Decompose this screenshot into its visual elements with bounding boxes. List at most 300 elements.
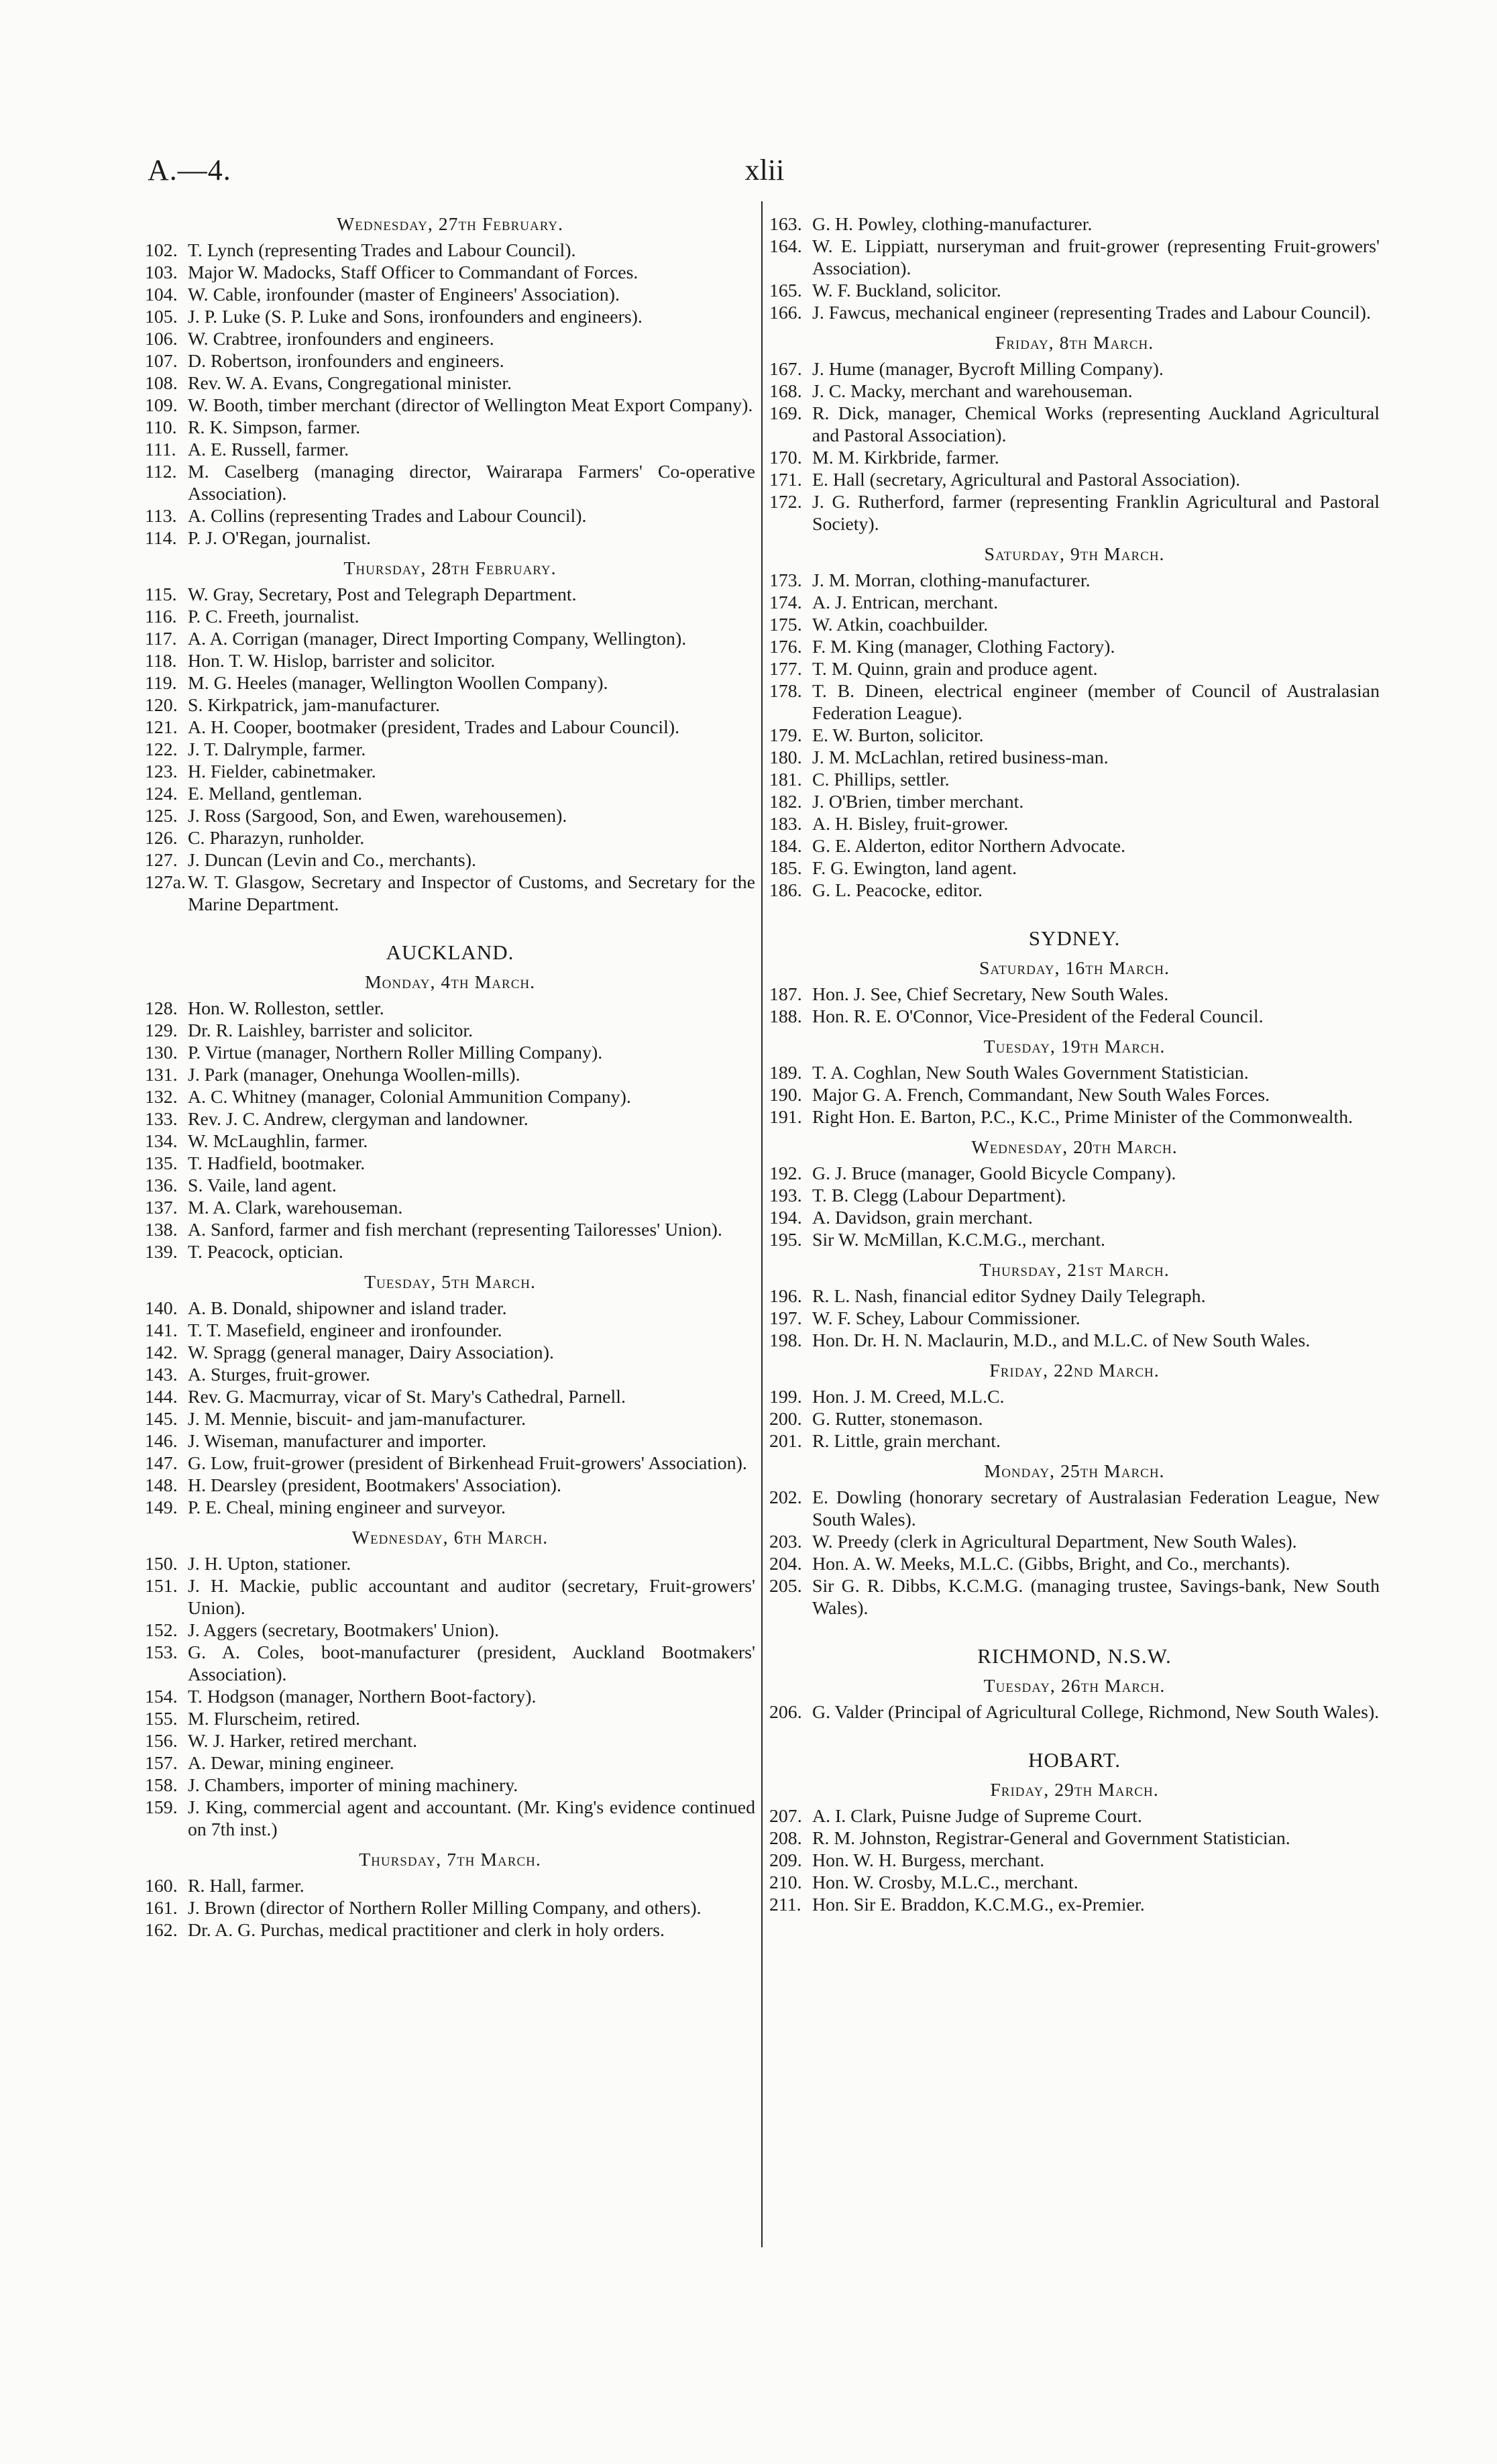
witness-entry bbox=[769, 1207, 1380, 1229]
entry-text: G. Rutter, stonemason. bbox=[812, 1409, 983, 1430]
witness-entry bbox=[769, 592, 1380, 614]
entry-text: A. Collins (representing Trades and Labour Council). bbox=[188, 506, 587, 527]
entry-text: G. J. Bruce (manager, Goold Bicycle Company). bbox=[812, 1163, 1176, 1184]
witness-entry bbox=[145, 1108, 755, 1130]
entry-text: J. M. McLachlan, retired business-man. bbox=[812, 747, 1109, 768]
entry-number: 176. bbox=[769, 637, 802, 657]
entry-number: 174. bbox=[769, 592, 802, 613]
entry-text: W. Crabtree, ironfounders and engineers. bbox=[188, 329, 494, 350]
entry-number: 186. bbox=[769, 880, 802, 901]
witness-entry bbox=[145, 628, 755, 650]
witness-entry bbox=[145, 1797, 755, 1841]
entry-text: Hon. R. E. O'Connor, Vice-President of the Federal Council. bbox=[812, 1006, 1264, 1027]
witness-entry bbox=[769, 1827, 1380, 1850]
entry-text: T. Lynch (representing Trades and Labour Council). bbox=[188, 240, 576, 261]
witness-entry bbox=[145, 1919, 755, 1941]
witness-entry bbox=[769, 1229, 1380, 1251]
entry-text: J. H. Mackie, public accountant and auditor (secretary, Fruit-growers' Union). bbox=[188, 1576, 755, 1619]
entry-number: 158. bbox=[145, 1775, 178, 1796]
witness-entry bbox=[145, 805, 755, 827]
witness-entry bbox=[145, 739, 755, 761]
session-date-heading: Saturday, 9th March. bbox=[984, 544, 1165, 565]
witness-entry bbox=[769, 1531, 1380, 1553]
entry-text: G. E. Alderton, editor Northern Advocate. bbox=[812, 836, 1126, 857]
entry-number: 139. bbox=[145, 1242, 178, 1263]
witness-entry bbox=[145, 417, 755, 439]
entry-text: J. Brown (director of Northern Roller Milling Company, and others). bbox=[188, 1898, 702, 1919]
witness-entry bbox=[145, 1042, 755, 1064]
right-column bbox=[769, 213, 1380, 1916]
entry-number: 124. bbox=[145, 784, 178, 804]
entry-text: Dr. A. G. Purchas, medical practitioner and clerk in holy orders. bbox=[188, 1920, 665, 1941]
session-date-heading: Thursday, 7th March. bbox=[359, 1850, 541, 1870]
witness-entry bbox=[769, 1430, 1380, 1452]
entry-number: 127. bbox=[145, 850, 178, 871]
witness-entry bbox=[145, 394, 755, 417]
witness-entry bbox=[769, 835, 1380, 857]
entry-text: W. Gray, Secretary, Post and Telegraph Department. bbox=[188, 584, 577, 605]
entry-number: 189. bbox=[769, 1063, 802, 1083]
entry-text: G. Low, fruit-grower (president of Birkenhead Fruit-growers' Association). bbox=[188, 1453, 747, 1474]
witness-entry bbox=[769, 570, 1380, 592]
entry-text: T. T. Masefield, engineer and ironfounder. bbox=[188, 1320, 502, 1341]
entry-text: T. B. Clegg (Labour Department). bbox=[812, 1185, 1066, 1206]
entry-number: 180. bbox=[769, 747, 802, 768]
witness-entry bbox=[145, 1897, 755, 1919]
entry-number: 163. bbox=[769, 214, 802, 235]
witness-entry bbox=[145, 1197, 755, 1219]
witness-entry bbox=[145, 1619, 755, 1642]
session-date-heading: Monday, 4th March. bbox=[364, 972, 536, 993]
witness-entry bbox=[145, 606, 755, 628]
witness-entry bbox=[145, 1130, 755, 1153]
entry-number: 127a. bbox=[145, 872, 186, 893]
entry-text: Hon. W. Crosby, M.L.C., merchant. bbox=[812, 1872, 1078, 1893]
witness-entry bbox=[769, 1553, 1380, 1575]
witness-entry bbox=[145, 1064, 755, 1086]
entry-text: R. K. Simpson, farmer. bbox=[188, 417, 361, 438]
entry-text: J. O'Brien, timber merchant. bbox=[812, 792, 1024, 812]
witness-entry bbox=[145, 998, 755, 1020]
witness-entry bbox=[769, 879, 1380, 902]
entry-number: 195. bbox=[769, 1230, 802, 1250]
entry-text: Hon. W. Rolleston, settler. bbox=[188, 998, 384, 1019]
entry-text: T. Peacock, optician. bbox=[188, 1242, 343, 1263]
page-number: xlii bbox=[744, 154, 785, 186]
entry-number: 135. bbox=[145, 1153, 178, 1174]
entry-text: H. Dearsley (president, Bootmakers' Association). bbox=[188, 1475, 561, 1496]
entry-text: F. G. Ewington, land agent. bbox=[812, 858, 1017, 879]
witness-entry bbox=[769, 1872, 1380, 1894]
entry-text: A. C. Whitney (manager, Colonial Ammunition Company). bbox=[188, 1087, 631, 1108]
entry-number: 134. bbox=[145, 1131, 178, 1152]
witness-entry bbox=[769, 1701, 1380, 1723]
entry-number: 150. bbox=[145, 1554, 178, 1574]
witness-entry bbox=[769, 791, 1380, 813]
witness-entry bbox=[145, 1320, 755, 1342]
entry-number: 157. bbox=[145, 1753, 178, 1774]
witness-entry bbox=[145, 350, 755, 372]
entry-number: 204. bbox=[769, 1554, 802, 1574]
witness-entry bbox=[145, 439, 755, 461]
session-date-heading: Tuesday, 5th March. bbox=[364, 1272, 536, 1293]
session-date-heading: Monday, 25th March. bbox=[984, 1461, 1165, 1482]
witness-entry bbox=[769, 447, 1380, 469]
entry-text: Hon. J. See, Chief Secretary, New South Wales. bbox=[812, 984, 1169, 1005]
session-date-heading: Wednesday, 6th March. bbox=[351, 1528, 549, 1548]
witness-entry bbox=[769, 1330, 1380, 1352]
witness-entry bbox=[145, 306, 755, 328]
witness-entry bbox=[145, 1475, 755, 1497]
entry-text: Rev. J. C. Andrew, clergyman and landowner. bbox=[188, 1109, 529, 1130]
entry-text: P. E. Cheal, mining engineer and surveyor. bbox=[188, 1497, 506, 1518]
entry-number: 187. bbox=[769, 984, 802, 1005]
entry-number: 184. bbox=[769, 836, 802, 857]
entry-number: 132. bbox=[145, 1087, 178, 1108]
witness-entry bbox=[145, 1452, 755, 1475]
entry-text: E. Hall (secretary, Agricultural and Pastoral Association). bbox=[812, 470, 1241, 490]
entry-number: 196. bbox=[769, 1286, 802, 1307]
witness-entry bbox=[145, 239, 755, 262]
entry-number: 123. bbox=[145, 761, 178, 782]
entry-text: R. Little, grain merchant. bbox=[812, 1431, 1001, 1452]
entry-text: W. Atkin, coachbuilder. bbox=[812, 614, 989, 635]
entry-number: 192. bbox=[769, 1163, 802, 1184]
entry-text: J. King, commercial agent and accountant. (Mr. King's evidence continued on 7th inst.) bbox=[188, 1797, 755, 1840]
entry-text: W. F. Schey, Labour Commissioner. bbox=[812, 1308, 1080, 1329]
witness-entry bbox=[145, 1241, 755, 1263]
entry-number: 129. bbox=[145, 1020, 178, 1041]
witness-entry bbox=[145, 372, 755, 394]
session-date-heading: Friday, 29th March. bbox=[990, 1780, 1159, 1801]
entry-number: 108. bbox=[145, 373, 178, 394]
entry-text: J. T. Dalrymple, farmer. bbox=[188, 739, 366, 760]
entry-text: J. P. Luke (S. P. Luke and Sons, ironfounders and engineers). bbox=[188, 307, 643, 327]
entry-text: J. Park (manager, Onehunga Woollen-mills). bbox=[188, 1065, 520, 1085]
entry-number: 154. bbox=[145, 1686, 178, 1707]
witness-entry bbox=[769, 1894, 1380, 1916]
witness-entry bbox=[145, 716, 755, 739]
entry-text: J. M. Mennie, biscuit- and jam-manufacturer. bbox=[188, 1409, 526, 1430]
entry-text: W. E. Lippiatt, nurseryman and fruit-grower (representing Fruit-growers' Association). bbox=[812, 236, 1380, 279]
entry-text: T. Hodgson (manager, Northern Boot-factory). bbox=[188, 1686, 537, 1707]
witness-entry bbox=[145, 1497, 755, 1519]
entry-number: 172. bbox=[769, 492, 802, 513]
entry-text: Hon. Sir E. Braddon, K.C.M.G., ex-Premier. bbox=[812, 1894, 1145, 1915]
entry-text: Hon. A. W. Meeks, M.L.C. (Gibbs, Bright, and Co., merchants). bbox=[812, 1554, 1290, 1574]
entry-text: M. A. Clark, warehouseman. bbox=[188, 1197, 403, 1218]
witness-entry bbox=[145, 262, 755, 284]
entry-number: 122. bbox=[145, 739, 178, 760]
entry-number: 191. bbox=[769, 1107, 802, 1128]
entry-number: 128. bbox=[145, 998, 178, 1019]
witness-entry bbox=[145, 1219, 755, 1241]
entry-text: J. Chambers, importer of mining machinery. bbox=[188, 1775, 518, 1796]
entry-text: Hon. Dr. H. N. Maclaurin, M.D., and M.L.C. of New South Wales. bbox=[812, 1330, 1311, 1351]
entry-number: 181. bbox=[769, 769, 802, 790]
entry-text: A. A. Corrigan (manager, Direct Importing Company, Wellington). bbox=[188, 629, 687, 649]
entry-number: 103. bbox=[145, 262, 178, 283]
witness-entry bbox=[145, 871, 755, 916]
entry-number: 144. bbox=[145, 1387, 178, 1407]
session-date-heading: Thursday, 21st March. bbox=[979, 1260, 1170, 1281]
entry-number: 155. bbox=[145, 1709, 178, 1729]
witness-entry bbox=[769, 1163, 1380, 1185]
witness-entry bbox=[145, 650, 755, 672]
city-heading: AUCKLAND. bbox=[386, 941, 514, 964]
witness-entry bbox=[145, 672, 755, 694]
entry-number: 206. bbox=[769, 1702, 802, 1723]
entry-number: 161. bbox=[145, 1898, 178, 1919]
entry-number: 198. bbox=[769, 1330, 802, 1351]
entry-number: 209. bbox=[769, 1850, 802, 1871]
entry-text: A. H. Bisley, fruit-grower. bbox=[812, 814, 1009, 835]
witness-entry bbox=[145, 1686, 755, 1708]
witness-entry bbox=[769, 1062, 1380, 1084]
entry-text: Hon. W. H. Burgess, merchant. bbox=[812, 1850, 1045, 1871]
witness-entry bbox=[145, 1774, 755, 1797]
entry-text: Sir G. R. Dibbs, K.C.M.G. (managing trustee, Savings-bank, New South Wales). bbox=[812, 1576, 1380, 1619]
document-code: A.—4. bbox=[148, 154, 231, 186]
entry-number: 168. bbox=[769, 381, 802, 402]
entry-text: W. Cable, ironfounder (master of Engineers' Association). bbox=[188, 284, 620, 305]
witness-entry bbox=[145, 849, 755, 871]
session-date-heading: Friday, 22nd March. bbox=[989, 1360, 1160, 1381]
entry-text: J. Duncan (Levin and Co., merchants). bbox=[188, 850, 476, 871]
session-date-heading: Wednesday, 27th February. bbox=[337, 214, 563, 235]
entry-number: 114. bbox=[145, 528, 177, 549]
entry-number: 200. bbox=[769, 1409, 802, 1430]
witness-entry bbox=[769, 636, 1380, 658]
entry-number: 112. bbox=[145, 462, 177, 482]
entry-number: 125. bbox=[145, 806, 178, 826]
witness-entry bbox=[145, 1708, 755, 1730]
entry-number: 142. bbox=[145, 1342, 178, 1363]
witness-entry bbox=[145, 1553, 755, 1575]
entry-number: 113. bbox=[145, 506, 177, 527]
witness-entry bbox=[769, 1285, 1380, 1307]
witness-entry bbox=[145, 1642, 755, 1686]
entry-text: W. Spragg (general manager, Dairy Association). bbox=[188, 1342, 554, 1363]
witness-entry bbox=[145, 1408, 755, 1430]
entry-text: R. Dick, manager, Chemical Works (representing Auckland Agricultural and Pastoral Association). bbox=[812, 403, 1380, 446]
witness-entry bbox=[769, 213, 1380, 235]
entry-number: 173. bbox=[769, 570, 802, 591]
entry-text: W. Preedy (clerk in Agricultural Department, New South Wales). bbox=[812, 1532, 1297, 1552]
entry-number: 164. bbox=[769, 236, 802, 257]
witness-entry bbox=[769, 1487, 1380, 1531]
witness-entry bbox=[769, 983, 1380, 1006]
entry-text: T. Hadfield, bootmaker. bbox=[188, 1153, 366, 1174]
entry-text: R. M. Johnston, Registrar-General and Government Statistician. bbox=[812, 1828, 1290, 1849]
witness-entry bbox=[145, 1730, 755, 1752]
entry-number: 149. bbox=[145, 1497, 178, 1518]
entry-number: 117. bbox=[145, 629, 177, 649]
entry-number: 194. bbox=[769, 1208, 802, 1228]
witness-entry bbox=[145, 1875, 755, 1897]
entry-number: 208. bbox=[769, 1828, 802, 1849]
entry-text: A. E. Russell, farmer. bbox=[188, 439, 349, 460]
entry-number: 143. bbox=[145, 1364, 178, 1385]
entry-text: J. Wiseman, manufacturer and importer. bbox=[188, 1431, 487, 1452]
witness-entry bbox=[145, 1364, 755, 1386]
entry-text: W. McLaughlin, farmer. bbox=[188, 1131, 368, 1152]
entry-number: 210. bbox=[769, 1872, 802, 1893]
witness-entry bbox=[769, 1307, 1380, 1330]
entry-number: 138. bbox=[145, 1220, 178, 1240]
session-date-heading: Tuesday, 26th March. bbox=[983, 1676, 1166, 1697]
entry-number: 175. bbox=[769, 614, 802, 635]
entry-text: T. B. Dineen, electrical engineer (member of Council of Australasian Federation League). bbox=[812, 681, 1380, 724]
witness-entry bbox=[769, 1386, 1380, 1408]
entry-text: A. J. Entrican, merchant. bbox=[812, 592, 999, 613]
entry-number: 169. bbox=[769, 403, 802, 424]
witness-entry bbox=[769, 680, 1380, 725]
entry-number: 136. bbox=[145, 1175, 178, 1196]
entry-text: Hon. J. M. Creed, M.L.C. bbox=[812, 1387, 1005, 1407]
entry-text: P. C. Freeth, journalist. bbox=[188, 606, 359, 627]
city-heading: RICHMOND, N.S.W. bbox=[977, 1644, 1172, 1668]
entry-text: C. Phillips, settler. bbox=[812, 769, 950, 790]
entry-text: J. C. Macky, merchant and warehouseman. bbox=[812, 381, 1133, 402]
witness-entry bbox=[769, 658, 1380, 680]
witness-entry bbox=[769, 1805, 1380, 1827]
witness-entry bbox=[145, 761, 755, 783]
entry-number: 102. bbox=[145, 240, 178, 261]
witness-entry bbox=[145, 1342, 755, 1364]
witness-entry bbox=[769, 857, 1380, 879]
entry-text: G. H. Powley, clothing-manufacturer. bbox=[812, 214, 1093, 235]
city-heading: HOBART. bbox=[1028, 1748, 1121, 1772]
entry-text: T. M. Quinn, grain and produce agent. bbox=[812, 659, 1098, 680]
entry-number: 167. bbox=[769, 359, 802, 380]
witness-entry bbox=[769, 769, 1380, 791]
session-date-heading: Saturday, 16th March. bbox=[979, 958, 1170, 979]
witness-entry bbox=[769, 1850, 1380, 1872]
entry-number: 133. bbox=[145, 1109, 178, 1130]
entry-number: 179. bbox=[769, 725, 802, 746]
entry-number: 115. bbox=[145, 584, 177, 605]
entry-number: 159. bbox=[145, 1797, 178, 1818]
entry-text: W. Booth, timber merchant (director of Wellington Meat Export Company). bbox=[188, 395, 753, 416]
entry-number: 185. bbox=[769, 858, 802, 879]
column-divider bbox=[761, 201, 763, 2247]
witness-entry bbox=[145, 328, 755, 350]
entry-number: 126. bbox=[145, 828, 178, 849]
session-date-heading: Wednesday, 20th March. bbox=[971, 1137, 1178, 1158]
entry-number: 137. bbox=[145, 1197, 178, 1218]
entry-number: 178. bbox=[769, 681, 802, 702]
entry-number: 182. bbox=[769, 792, 802, 812]
entry-text: A. Davidson, grain merchant. bbox=[812, 1208, 1033, 1228]
entry-number: 171. bbox=[769, 470, 802, 490]
entry-number: 156. bbox=[145, 1731, 178, 1752]
entry-number: 121. bbox=[145, 717, 178, 738]
witness-entry bbox=[145, 1430, 755, 1452]
entry-number: 203. bbox=[769, 1532, 802, 1552]
entry-text: G. A. Coles, boot-manufacturer (president, Auckland Bootmakers' Association). bbox=[188, 1642, 755, 1685]
entry-text: C. Pharazyn, runholder. bbox=[188, 828, 365, 849]
left-column bbox=[145, 213, 755, 1941]
witness-entry bbox=[145, 827, 755, 849]
entry-text: Major G. A. French, Commandant, New South Wales Forces. bbox=[812, 1085, 1270, 1106]
entry-text: A. Dewar, mining engineer. bbox=[188, 1753, 394, 1774]
entry-text: S. Vaile, land agent. bbox=[188, 1175, 337, 1196]
entry-text: H. Fielder, cabinetmaker. bbox=[188, 761, 376, 782]
witness-entry bbox=[769, 1084, 1380, 1106]
entry-number: 120. bbox=[145, 695, 178, 716]
entry-number: 165. bbox=[769, 280, 802, 301]
witness-entry bbox=[769, 1185, 1380, 1207]
entry-number: 118. bbox=[145, 651, 177, 672]
witness-entry bbox=[769, 747, 1380, 769]
entry-text: J. Hume (manager, Bycroft Milling Company). bbox=[812, 359, 1164, 380]
entry-text: T. A. Coghlan, New South Wales Government Statistician. bbox=[812, 1063, 1249, 1083]
witness-entry bbox=[769, 614, 1380, 636]
witness-entry bbox=[145, 1575, 755, 1619]
entry-text: J. H. Upton, stationer. bbox=[188, 1554, 351, 1574]
witness-entry bbox=[145, 694, 755, 716]
entry-text: J. Ross (Sargood, Son, and Ewen, warehousemen). bbox=[188, 806, 567, 826]
witness-entry bbox=[769, 302, 1380, 324]
entry-number: 109. bbox=[145, 395, 178, 416]
witness-entry bbox=[769, 1106, 1380, 1128]
entry-text: M. G. Heeles (manager, Wellington Woollen Company). bbox=[188, 673, 608, 694]
session-date-heading: Tuesday, 19th March. bbox=[983, 1036, 1166, 1057]
entry-text: G. L. Peacocke, editor. bbox=[812, 880, 983, 901]
entry-number: 105. bbox=[145, 307, 178, 327]
witness-entry bbox=[769, 380, 1380, 403]
entry-text: M. Flurscheim, retired. bbox=[188, 1709, 361, 1729]
entry-number: 207. bbox=[769, 1806, 802, 1827]
entry-number: 153. bbox=[145, 1642, 178, 1663]
entry-text: P. Virtue (manager, Northern Roller Milling Company). bbox=[188, 1042, 603, 1063]
entry-number: 177. bbox=[769, 659, 802, 680]
entry-text: A. H. Cooper, bootmaker (president, Trades and Labour Council). bbox=[188, 717, 680, 738]
witness-entry bbox=[145, 783, 755, 805]
entry-text: P. J. O'Regan, journalist. bbox=[188, 528, 371, 549]
entry-text: E. Melland, gentleman. bbox=[188, 784, 363, 804]
entry-text: Dr. R. Laishley, barrister and solicitor. bbox=[188, 1020, 474, 1041]
entry-number: 201. bbox=[769, 1431, 802, 1452]
witness-entry bbox=[145, 505, 755, 527]
entry-text: A. Sanford, farmer and fish merchant (representing Tailoresses' Union). bbox=[188, 1220, 722, 1240]
witness-entry bbox=[145, 1752, 755, 1774]
witness-entry bbox=[769, 1575, 1380, 1619]
entry-number: 148. bbox=[145, 1475, 178, 1496]
witness-entry bbox=[769, 1006, 1380, 1028]
entry-text: S. Kirkpatrick, jam-manufacturer. bbox=[188, 695, 440, 716]
entry-text: J. G. Rutherford, farmer (representing Franklin Agricultural and Pastoral Society). bbox=[812, 492, 1380, 535]
witness-entry bbox=[769, 491, 1380, 535]
entry-number: 160. bbox=[145, 1876, 178, 1896]
entry-number: 145. bbox=[145, 1409, 178, 1430]
witness-entry bbox=[145, 1086, 755, 1108]
entry-text: R. L. Nash, financial editor Sydney Daily Telegraph. bbox=[812, 1286, 1206, 1307]
entry-number: 211. bbox=[769, 1894, 801, 1915]
entry-text: W. J. Harker, retired merchant. bbox=[188, 1731, 418, 1752]
witness-entry bbox=[145, 527, 755, 549]
entry-text: Hon. T. W. Hislop, barrister and solicitor. bbox=[188, 651, 496, 672]
entry-number: 199. bbox=[769, 1387, 802, 1407]
witness-entry bbox=[769, 813, 1380, 835]
witness-entry bbox=[769, 1408, 1380, 1430]
entry-text: Major W. Madocks, Staff Officer to Commandant of Forces. bbox=[188, 262, 639, 283]
entry-number: 193. bbox=[769, 1185, 802, 1206]
entry-number: 166. bbox=[769, 303, 802, 323]
entry-text: D. Robertson, ironfounders and engineers. bbox=[188, 351, 504, 372]
entry-number: 104. bbox=[145, 284, 178, 305]
